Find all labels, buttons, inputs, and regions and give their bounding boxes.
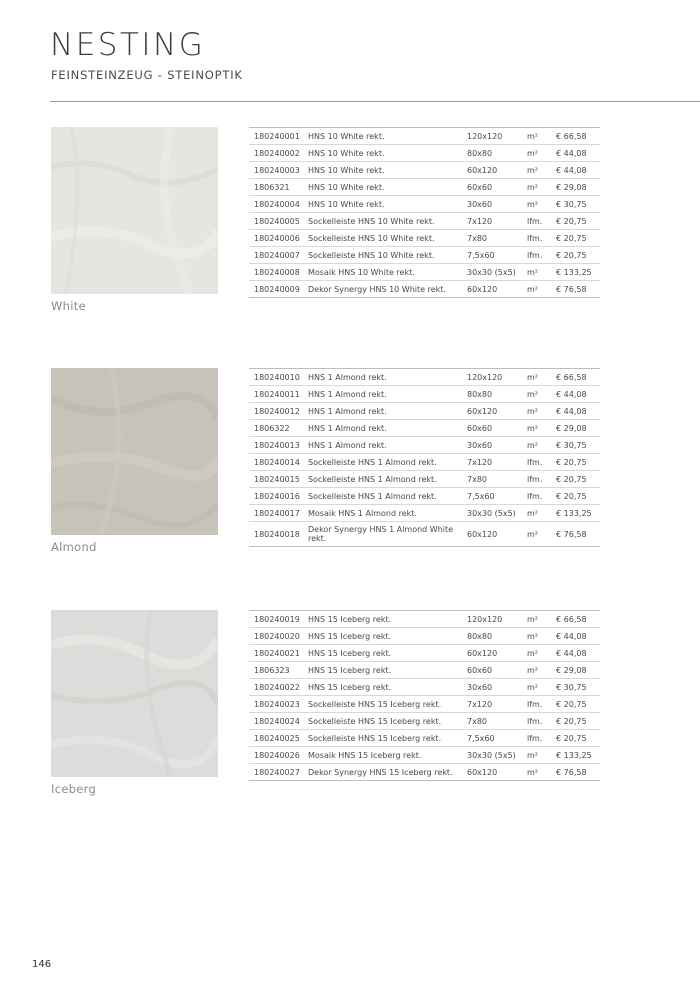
article-number: 180240008 [249,264,308,281]
price-unit: lfm. [527,471,556,488]
tile-swatch-iceberg [51,610,218,777]
article-number: 180240006 [249,230,308,247]
tile-size: 80x80 [467,145,527,162]
product-description: Dekor Synergy HNS 15 Iceberg rekt. [308,764,467,781]
product-description: Sockelleiste HNS 10 White rekt. [308,247,467,264]
price-unit: m² [527,437,556,454]
price-unit: lfm. [527,230,556,247]
product-description: Sockelleiste HNS 15 Iceberg rekt. [308,713,467,730]
price-unit: m² [527,522,556,547]
price-unit: lfm. [527,730,556,747]
article-number: 180240023 [249,696,308,713]
price-unit: m² [527,145,556,162]
article-number: 180240013 [249,437,308,454]
price-unit: m² [527,403,556,420]
article-number: 180240009 [249,281,308,298]
price-unit: m² [527,645,556,662]
table-row [249,264,600,281]
article-number: 180240004 [249,196,308,213]
price-unit: m² [527,369,556,386]
price-unit: m² [527,386,556,403]
price: € 66,58 [556,369,600,386]
price: € 20,75 [556,488,600,505]
tile-size: 120x120 [467,369,527,386]
table-row [249,454,600,471]
price: € 76,58 [556,764,600,781]
tile-size: 120x120 [467,611,527,628]
page-title: NESTING [50,27,206,63]
table-row [249,611,600,628]
price-unit: m² [527,179,556,196]
table-row [249,386,600,403]
price-unit: m² [527,628,556,645]
tile-size: 60x120 [467,645,527,662]
tile-size: 7,5x60 [467,247,527,264]
table-row [249,662,600,679]
tile-size: 60x60 [467,179,527,196]
table-row [249,730,600,747]
price: € 66,58 [556,128,600,145]
product-description: HNS 1 Almond rekt. [308,386,467,403]
tile-size: 7x80 [467,471,527,488]
product-description: Mosaik HNS 15 Iceberg rekt. [308,747,467,764]
price: € 20,75 [556,713,600,730]
price: € 66,58 [556,611,600,628]
article-number: 1806323 [249,662,308,679]
table-row [249,679,600,696]
table-row [249,747,600,764]
product-description: HNS 1 Almond rekt. [308,369,467,386]
price: € 44,08 [556,145,600,162]
article-number: 180240020 [249,628,308,645]
price-unit: m² [527,196,556,213]
article-number: 1806321 [249,179,308,196]
table-row [249,145,600,162]
product-description: HNS 15 Iceberg rekt. [308,611,467,628]
page-subtitle: FEINSTEINZEUG - STEINOPTIK [51,68,243,82]
article-number: 180240007 [249,247,308,264]
table-row [249,213,600,230]
tile-label-almond: Almond [51,540,97,554]
tile-size: 7x80 [467,230,527,247]
table-row [249,128,600,145]
table-row [249,488,600,505]
table-row [249,645,600,662]
price: € 29,08 [556,662,600,679]
table-row [249,437,600,454]
article-number: 180240019 [249,611,308,628]
price: € 20,75 [556,696,600,713]
price: € 76,58 [556,522,600,547]
product-description: Mosaik HNS 10 White rekt. [308,264,467,281]
product-description: Sockelleiste HNS 10 White rekt. [308,230,467,247]
table-row [249,247,600,264]
price-table-almond [249,368,600,547]
table-row [249,162,600,179]
tile-swatch-almond [51,368,218,535]
price-unit: lfm. [527,696,556,713]
tile-size: 60x60 [467,420,527,437]
price: € 133,25 [556,264,600,281]
price: € 44,08 [556,628,600,645]
price: € 30,75 [556,437,600,454]
article-number: 180240014 [249,454,308,471]
article-number: 1806322 [249,420,308,437]
product-description: Sockelleiste HNS 1 Almond rekt. [308,471,467,488]
price: € 29,08 [556,420,600,437]
product-description: Dekor Synergy HNS 1 Almond White rekt. [308,522,467,547]
table-row [249,471,600,488]
article-number: 180240025 [249,730,308,747]
product-description: HNS 10 White rekt. [308,196,467,213]
price-unit: m² [527,128,556,145]
price-unit: m² [527,611,556,628]
tile-size: 120x120 [467,128,527,145]
article-number: 180240026 [249,747,308,764]
price: € 44,08 [556,645,600,662]
product-description: Sockelleiste HNS 1 Almond rekt. [308,488,467,505]
article-number: 180240024 [249,713,308,730]
tile-size: 7x120 [467,454,527,471]
table-row [249,369,600,386]
product-description: HNS 10 White rekt. [308,179,467,196]
product-description: HNS 15 Iceberg rekt. [308,662,467,679]
price-unit: m² [527,420,556,437]
tile-size: 30x30 (5x5) [467,505,527,522]
price: € 133,25 [556,505,600,522]
product-description: HNS 1 Almond rekt. [308,403,467,420]
table-row [249,713,600,730]
table-row [249,696,600,713]
article-number: 180240018 [249,522,308,547]
product-description: HNS 10 White rekt. [308,145,467,162]
article-number: 180240016 [249,488,308,505]
tile-size: 60x120 [467,281,527,298]
article-number: 180240022 [249,679,308,696]
article-number: 180240010 [249,369,308,386]
price-unit: lfm. [527,454,556,471]
article-number: 180240003 [249,162,308,179]
article-number: 180240011 [249,386,308,403]
price: € 29,08 [556,179,600,196]
article-number: 180240017 [249,505,308,522]
price-unit: lfm. [527,488,556,505]
tile-label-white: White [51,299,86,313]
price-unit: m² [527,764,556,781]
article-number: 180240005 [249,213,308,230]
price-unit: lfm. [527,713,556,730]
table-row [249,403,600,420]
price: € 44,08 [556,162,600,179]
tile-size: 7x120 [467,213,527,230]
table-row [249,281,600,298]
table-row [249,505,600,522]
tile-label-iceberg: Iceberg [51,782,97,796]
price-unit: m² [527,505,556,522]
price: € 30,75 [556,196,600,213]
tile-size: 30x60 [467,196,527,213]
tile-size: 60x120 [467,522,527,547]
tile-size: 7,5x60 [467,730,527,747]
product-description: HNS 15 Iceberg rekt. [308,628,467,645]
price: € 20,75 [556,213,600,230]
price-unit: m² [527,281,556,298]
product-description: Dekor Synergy HNS 10 White rekt. [308,281,467,298]
price: € 76,58 [556,281,600,298]
table-row [249,764,600,781]
price-unit: lfm. [527,213,556,230]
product-description: HNS 15 Iceberg rekt. [308,645,467,662]
tile-size: 7,5x60 [467,488,527,505]
article-number: 180240012 [249,403,308,420]
tile-size: 30x30 (5x5) [467,747,527,764]
price: € 20,75 [556,454,600,471]
product-description: HNS 10 White rekt. [308,128,467,145]
tile-size: 7x120 [467,696,527,713]
tile-size: 30x60 [467,437,527,454]
price: € 44,08 [556,386,600,403]
product-description: Mosaik HNS 1 Almond rekt. [308,505,467,522]
price: € 20,75 [556,471,600,488]
article-number: 180240001 [249,128,308,145]
tile-size: 30x30 (5x5) [467,264,527,281]
tile-swatch-white [51,127,218,294]
tile-size: 80x80 [467,628,527,645]
price: € 30,75 [556,679,600,696]
header-divider [50,101,700,102]
price-unit: m² [527,264,556,281]
table-row [249,420,600,437]
price-unit: m² [527,662,556,679]
price: € 20,75 [556,730,600,747]
product-description: HNS 1 Almond rekt. [308,420,467,437]
tile-size: 7x80 [467,713,527,730]
article-number: 180240027 [249,764,308,781]
price-unit: m² [527,162,556,179]
page-number: 146 [32,959,52,970]
tile-size: 30x60 [467,679,527,696]
product-description: HNS 10 White rekt. [308,162,467,179]
article-number: 180240015 [249,471,308,488]
article-number: 180240021 [249,645,308,662]
price: € 133,25 [556,747,600,764]
price: € 20,75 [556,230,600,247]
tile-size: 60x120 [467,162,527,179]
price-table-white [249,127,600,298]
tile-size: 60x120 [467,764,527,781]
price: € 20,75 [556,247,600,264]
product-description: Sockelleiste HNS 1 Almond rekt. [308,454,467,471]
table-row [249,196,600,213]
table-row [249,522,600,547]
price: € 44,08 [556,403,600,420]
product-description: HNS 1 Almond rekt. [308,437,467,454]
tile-size: 60x60 [467,662,527,679]
table-row [249,230,600,247]
table-row [249,628,600,645]
product-description: Sockelleiste HNS 10 White rekt. [308,213,467,230]
price-table-iceberg [249,610,600,781]
product-description: HNS 15 Iceberg rekt. [308,679,467,696]
price-unit: lfm. [527,247,556,264]
table-row [249,179,600,196]
product-description: Sockelleiste HNS 15 Iceberg rekt. [308,730,467,747]
product-description: Sockelleiste HNS 15 Iceberg rekt. [308,696,467,713]
article-number: 180240002 [249,145,308,162]
tile-size: 80x80 [467,386,527,403]
tile-size: 60x120 [467,403,527,420]
price-unit: m² [527,679,556,696]
price-unit: m² [527,747,556,764]
